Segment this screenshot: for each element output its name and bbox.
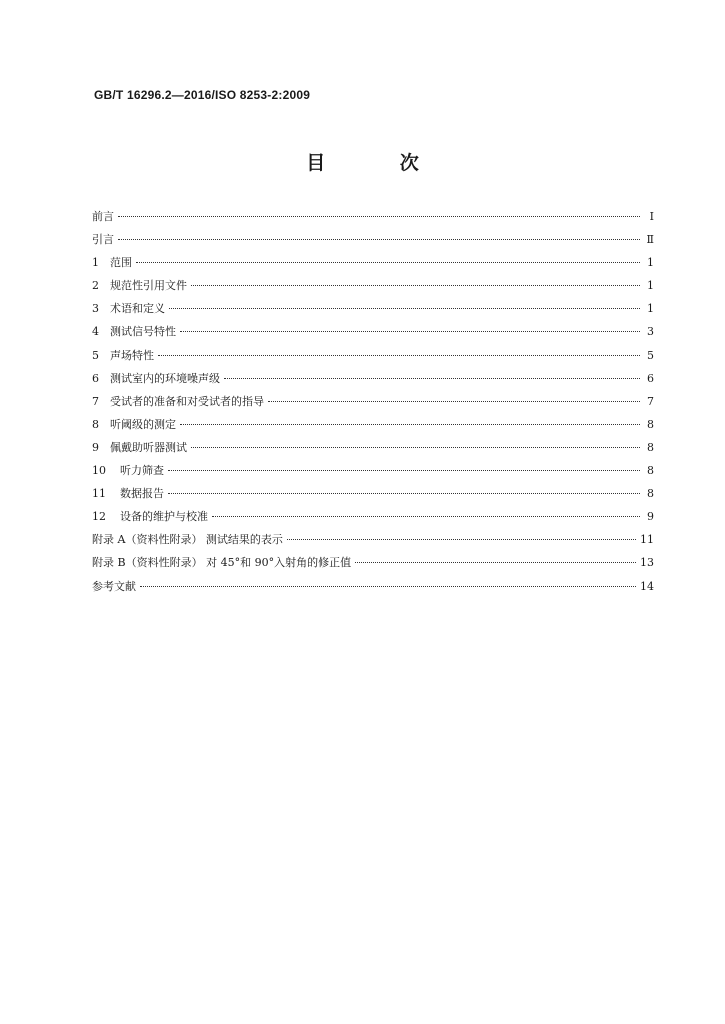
- dot-leader: [118, 239, 640, 240]
- dot-leader: [168, 470, 640, 471]
- page-title: 目 次: [306, 152, 453, 174]
- dot-leader: [355, 562, 636, 563]
- toc-entry[interactable]: [92, 274, 654, 297]
- toc-entry-page: 1: [647, 302, 654, 316]
- dot-leader: [268, 401, 640, 402]
- toc-entry-label: 听力筛查: [120, 464, 164, 478]
- toc-entry[interactable]: [92, 459, 654, 482]
- toc-entry-page: 3: [647, 325, 654, 339]
- toc-entry-number: 8: [92, 417, 99, 431]
- dot-leader: [224, 378, 640, 379]
- toc-entry-number: 12: [92, 510, 106, 524]
- toc-entry[interactable]: [92, 367, 654, 390]
- standard-code: GB/T 16296.2—2016/ISO 8253-2:2009: [94, 88, 311, 102]
- toc-entry-page: 8: [647, 464, 654, 478]
- toc-entry-number: 4: [92, 325, 99, 339]
- toc-entry[interactable]: [92, 528, 654, 551]
- toc-entry-label: 规范性引用文件: [110, 279, 187, 293]
- toc-entry-number: 5: [92, 348, 99, 362]
- toc-entry[interactable]: [92, 205, 654, 228]
- toc-entry-number: 3: [92, 302, 99, 316]
- toc-entry-label: 前言: [92, 210, 114, 223]
- dot-leader: [158, 355, 640, 356]
- toc-entry-page: Ⅰ: [649, 210, 654, 223]
- dot-leader: [118, 216, 640, 217]
- toc-entry-page: 9: [647, 510, 654, 524]
- toc-entry-number: 1: [92, 256, 99, 270]
- toc-entry-label: 受试者的准备和对受试者的指导: [110, 394, 264, 408]
- toc-entry-page: 6: [647, 371, 654, 385]
- toc-entry-label: 引言: [92, 233, 114, 247]
- dot-leader: [191, 285, 640, 286]
- toc-entry-number: 2: [92, 279, 99, 293]
- toc-entry-label: 附录 B（资料性附录） 对 45°和 90°入射角的修正值: [92, 556, 352, 570]
- toc-entry[interactable]: [92, 436, 654, 459]
- toc-entry[interactable]: [92, 344, 654, 367]
- toc-entry-page: 8: [647, 417, 654, 431]
- dot-leader: [168, 493, 640, 494]
- table-of-contents: [92, 205, 654, 598]
- toc-entry-page: 7: [647, 394, 654, 408]
- toc-entry-page: 13: [640, 556, 654, 570]
- toc-entry-label: 附录 A（资料性附录） 测试结果的表示: [92, 533, 283, 547]
- toc-entry[interactable]: [92, 320, 654, 343]
- toc-entry[interactable]: [92, 551, 654, 574]
- toc-entry-page: 11: [640, 533, 654, 547]
- dot-leader: [169, 308, 640, 309]
- toc-entry-page: 8: [647, 487, 654, 501]
- dot-leader: [287, 539, 636, 540]
- toc-entry-number: 10: [92, 464, 106, 478]
- toc-entry-number: 6: [92, 371, 99, 385]
- toc-entry-label: 声场特性: [110, 348, 154, 362]
- toc-entry-label: 佩戴助听器测试: [110, 440, 187, 454]
- toc-entry-page: 1: [647, 279, 654, 293]
- toc-entry[interactable]: [92, 413, 654, 436]
- toc-entry-page: Ⅱ: [646, 233, 654, 247]
- dot-leader: [191, 447, 640, 448]
- dot-leader: [212, 516, 640, 517]
- toc-entry-label: 设备的维护与校准: [120, 510, 208, 524]
- toc-entry-number: 11: [92, 487, 106, 501]
- dot-leader: [180, 424, 640, 425]
- toc-entry-page: 14: [640, 579, 654, 593]
- toc-entry[interactable]: [92, 505, 654, 528]
- toc-entry[interactable]: [92, 390, 654, 413]
- toc-entry-label: 听阈级的测定: [110, 417, 176, 431]
- toc-entry-label: 范围: [110, 256, 132, 270]
- toc-entry-label: 测试室内的环境噪声级: [110, 371, 220, 385]
- dot-leader: [136, 262, 640, 263]
- toc-entry-label: 参考文献: [92, 579, 136, 593]
- toc-entry[interactable]: [92, 251, 654, 274]
- toc-entry-page: 1: [647, 256, 654, 270]
- toc-entry-label: 数据报告: [120, 487, 164, 501]
- dot-leader: [180, 331, 640, 332]
- toc-entry-number: 7: [92, 394, 99, 408]
- toc-entry-number: 9: [92, 440, 99, 454]
- toc-entry[interactable]: [92, 228, 654, 251]
- toc-entry[interactable]: [92, 575, 654, 598]
- toc-entry-page: 5: [647, 348, 654, 362]
- dot-leader: [140, 586, 636, 587]
- toc-entry[interactable]: [92, 482, 654, 505]
- toc-entry-label: 测试信号特性: [110, 325, 176, 339]
- toc-entry-page: 8: [647, 440, 654, 454]
- toc-entry-label: 术语和定义: [110, 302, 165, 316]
- toc-entry[interactable]: [92, 297, 654, 320]
